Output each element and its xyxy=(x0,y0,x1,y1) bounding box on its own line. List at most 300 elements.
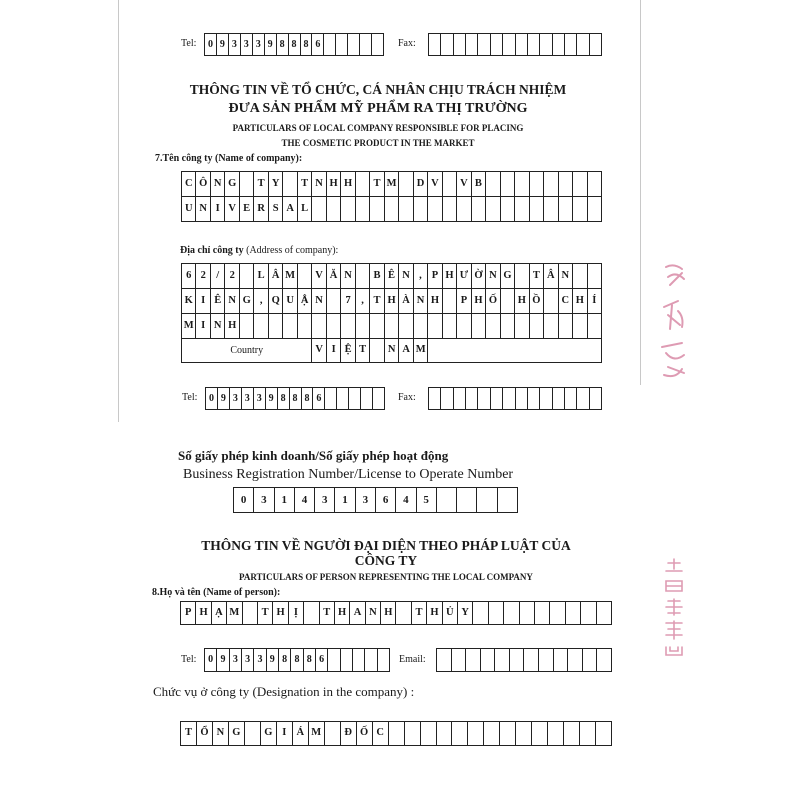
char-box xyxy=(572,197,586,221)
char-box xyxy=(497,488,517,512)
char-box: 3 xyxy=(241,649,253,671)
char-box xyxy=(519,602,534,624)
char-box xyxy=(465,34,477,55)
char-box xyxy=(327,649,339,671)
char-box: T xyxy=(369,289,383,313)
char-box: 6 xyxy=(186,269,192,281)
char-box xyxy=(558,172,572,196)
char-box: I xyxy=(195,289,209,313)
char-box xyxy=(398,197,412,221)
char-box: Y xyxy=(457,602,472,624)
char-box xyxy=(326,314,340,338)
char-box: 4 xyxy=(294,488,314,512)
char-box: H xyxy=(572,289,586,313)
designation-label: Chức vụ ở công ty (Designation in the company) : xyxy=(153,684,415,699)
char-box xyxy=(429,34,440,55)
char-box xyxy=(456,314,470,338)
char-box: Ô xyxy=(195,172,209,196)
char-box: Ê xyxy=(210,289,224,313)
fax-number-boxes xyxy=(428,33,602,56)
char-box: C xyxy=(558,289,572,313)
char-box: H xyxy=(334,602,349,624)
char-box xyxy=(355,172,369,196)
char-box: L xyxy=(297,197,311,221)
char-box: Ă xyxy=(326,264,340,288)
char-box xyxy=(395,602,410,624)
char-box: G xyxy=(500,264,514,288)
char-box xyxy=(549,602,564,624)
char-box xyxy=(472,602,487,624)
char-box: 2 xyxy=(224,264,238,288)
char-box: T xyxy=(297,172,311,196)
char-box xyxy=(442,314,456,338)
char-box: 3 xyxy=(253,388,265,409)
char-box: N xyxy=(224,289,238,313)
char-box: C xyxy=(184,177,193,189)
char-box xyxy=(359,34,371,55)
char-box xyxy=(567,649,582,671)
page-left-edge xyxy=(118,0,119,422)
tel-label: Tel: xyxy=(181,38,197,49)
char-box xyxy=(564,34,576,55)
char-box: U xyxy=(282,289,296,313)
license-label-vi: Số giấy phép kinh doanh/Số giấy phép hoạt động xyxy=(178,448,449,463)
company-heading-en-line2: THE COSMETIC PRODUCT IN THE MARKET xyxy=(281,138,475,148)
char-box xyxy=(453,388,465,409)
char-box xyxy=(503,602,518,624)
char-box xyxy=(355,264,369,288)
char-box xyxy=(552,34,564,55)
char-box: 3 xyxy=(355,488,375,512)
char-box xyxy=(523,649,538,671)
company-heading-en-line1: PARTICULARS OF LOCAL COMPANY RESPONSIBLE FOR PLACING xyxy=(232,123,524,133)
char-box xyxy=(529,314,543,338)
company-country-row xyxy=(181,338,602,363)
company-address-label-en: (Address of company): xyxy=(246,245,339,256)
char-box: Ổ xyxy=(196,722,212,745)
char-box xyxy=(500,314,514,338)
representative-heading-vi-line2: CÔNG TY xyxy=(354,553,418,568)
company-fax-label: Fax: xyxy=(398,392,416,403)
company-address-label xyxy=(180,245,338,257)
char-box xyxy=(440,388,452,409)
char-box xyxy=(531,722,547,745)
char-box xyxy=(515,34,527,55)
char-box xyxy=(534,602,549,624)
char-box: T xyxy=(253,172,267,196)
char-box xyxy=(326,197,340,221)
char-box xyxy=(253,314,267,338)
char-box xyxy=(404,722,420,745)
char-box: 0 xyxy=(240,493,247,506)
char-box: V xyxy=(456,172,470,196)
char-box xyxy=(239,314,253,338)
char-box: N xyxy=(210,314,224,338)
char-box xyxy=(303,602,318,624)
char-box: 7 xyxy=(340,289,354,313)
char-box: M xyxy=(282,264,296,288)
char-box: Ồ xyxy=(529,289,543,313)
char-box: A xyxy=(349,602,364,624)
char-box xyxy=(453,34,465,55)
char-box xyxy=(529,197,543,221)
char-box xyxy=(244,722,260,745)
char-box xyxy=(442,197,456,221)
char-box: 4 xyxy=(395,488,415,512)
char-box: D xyxy=(413,172,427,196)
char-box: 3 xyxy=(252,34,264,55)
page-right-edge xyxy=(640,0,641,385)
char-box: I xyxy=(210,197,224,221)
char-box xyxy=(527,388,539,409)
char-box: 6 xyxy=(312,388,324,409)
company-heading-vi-line1: THÔNG TIN VỀ TỔ CHỨC, CÁ NHÂN CHỊU TRÁCH NHIỆM xyxy=(189,82,567,97)
char-box xyxy=(465,388,477,409)
char-box: 8 xyxy=(303,649,315,671)
char-box: 1 xyxy=(334,488,354,512)
char-box: 5 xyxy=(416,488,436,512)
license-number-boxes xyxy=(233,487,518,513)
person-email-boxes xyxy=(436,648,612,672)
char-box xyxy=(576,388,588,409)
char-box xyxy=(485,197,499,221)
char-box xyxy=(500,197,514,221)
char-box: N xyxy=(212,722,228,745)
char-box: 8 xyxy=(289,388,301,409)
char-box xyxy=(480,649,495,671)
char-box xyxy=(335,34,347,55)
char-box: V xyxy=(224,197,238,221)
char-box: N xyxy=(398,264,412,288)
char-box xyxy=(436,722,452,745)
char-box: Y xyxy=(268,172,282,196)
char-box: H xyxy=(514,289,528,313)
char-box: Â xyxy=(543,264,557,288)
char-box xyxy=(324,388,336,409)
char-box: Ố xyxy=(485,289,499,313)
char-box xyxy=(485,172,499,196)
char-box xyxy=(398,314,412,338)
char-box: U xyxy=(184,202,193,214)
char-box xyxy=(485,314,499,338)
char-box xyxy=(547,722,563,745)
char-box: 9 xyxy=(265,388,277,409)
char-box: B xyxy=(471,172,485,196)
char-box xyxy=(355,197,369,221)
char-box xyxy=(442,289,456,313)
char-box xyxy=(326,289,340,313)
char-box: H xyxy=(442,264,456,288)
char-box xyxy=(239,264,253,288)
char-box: P xyxy=(184,606,192,618)
char-box xyxy=(456,197,470,221)
char-box: T xyxy=(184,727,192,739)
char-box: , xyxy=(413,264,427,288)
char-box: H xyxy=(195,602,210,624)
fax-label: Fax: xyxy=(398,38,416,49)
company-name-row-1 xyxy=(181,171,602,197)
char-box: Í xyxy=(587,289,601,313)
char-box: , xyxy=(253,289,267,313)
char-box xyxy=(477,34,489,55)
char-box: K xyxy=(184,294,193,306)
char-box: M xyxy=(308,722,324,745)
person-email-label: Email: xyxy=(399,654,426,665)
char-box: Á xyxy=(292,722,308,745)
person-tel-boxes xyxy=(204,648,390,672)
char-box: E xyxy=(239,197,253,221)
char-box: 6 xyxy=(375,488,395,512)
char-box xyxy=(360,388,372,409)
char-box: N xyxy=(413,289,427,313)
char-box xyxy=(543,289,557,313)
char-box: 0 xyxy=(208,654,214,665)
char-box xyxy=(543,197,557,221)
char-box xyxy=(572,172,586,196)
char-box xyxy=(297,314,311,338)
company-tel-boxes xyxy=(205,387,385,410)
char-box: I xyxy=(326,339,341,362)
char-box xyxy=(500,289,514,313)
char-box xyxy=(538,649,553,671)
char-box: M xyxy=(384,172,398,196)
char-box xyxy=(324,722,340,745)
company-heading-vi-line2: ĐƯA SẢN PHẨM MỸ PHẨM RA THỊ TRƯỜNG xyxy=(228,101,528,116)
char-box xyxy=(282,314,296,338)
char-box: Ậ xyxy=(297,289,311,313)
company-name-row-2 xyxy=(181,196,602,222)
char-box xyxy=(502,34,514,55)
char-box: 8 xyxy=(277,388,289,409)
char-box xyxy=(340,314,354,338)
char-box: Ạ xyxy=(211,602,226,624)
char-box xyxy=(500,172,514,196)
char-box: À xyxy=(398,289,412,313)
char-box xyxy=(352,649,364,671)
char-box xyxy=(499,722,515,745)
char-box xyxy=(476,488,496,512)
char-box: H xyxy=(272,602,287,624)
char-box: 0 xyxy=(207,38,213,50)
char-box xyxy=(348,388,360,409)
char-box xyxy=(311,197,325,221)
char-box: 3 xyxy=(229,388,241,409)
stamp-mark-lower xyxy=(650,555,695,660)
char-box: 2 xyxy=(195,264,209,288)
char-box xyxy=(595,722,611,745)
char-box: H xyxy=(380,602,395,624)
char-box xyxy=(488,602,503,624)
char-box xyxy=(451,722,467,745)
char-box xyxy=(582,649,597,671)
char-box xyxy=(514,197,528,221)
char-box: V xyxy=(311,264,325,288)
char-box xyxy=(377,649,389,671)
char-box xyxy=(413,314,427,338)
representative-heading-en: PARTICULARS OF PERSON REPRESENTING THE LOCAL COMPANY xyxy=(239,572,533,582)
char-box xyxy=(436,488,456,512)
char-box: Ê xyxy=(384,264,398,288)
char-box xyxy=(282,172,296,196)
char-box: I xyxy=(276,722,292,745)
char-box: 8 xyxy=(290,649,302,671)
char-box xyxy=(596,602,611,624)
char-box: C xyxy=(372,722,388,745)
char-box xyxy=(494,649,509,671)
char-box: T xyxy=(319,602,334,624)
person-name-label: 8.Họ và tên (Name of person): xyxy=(152,587,281,598)
company-address-row-2 xyxy=(181,288,602,314)
char-box xyxy=(268,314,282,338)
char-box xyxy=(539,34,551,55)
char-box xyxy=(420,722,436,745)
char-box: 1 xyxy=(274,488,294,512)
char-box xyxy=(483,722,499,745)
char-box: 8 xyxy=(276,34,288,55)
company-name-label: 7.Tên công ty (Name of company): xyxy=(155,153,303,164)
char-box xyxy=(336,388,348,409)
char-box: N xyxy=(485,264,499,288)
char-box xyxy=(369,339,384,362)
char-box: V xyxy=(315,344,323,356)
char-box: 9 xyxy=(216,649,228,671)
license-label-en: Business Registration Number/License to Operate Number xyxy=(183,467,514,482)
char-box: 3 xyxy=(229,649,241,671)
char-box xyxy=(587,172,601,196)
char-box xyxy=(580,602,595,624)
char-box: N xyxy=(340,264,354,288)
char-box: M xyxy=(226,602,241,624)
char-box: H xyxy=(426,602,441,624)
char-box xyxy=(587,197,601,221)
char-box: 6 xyxy=(315,649,327,671)
char-box: S xyxy=(268,197,282,221)
char-box: I xyxy=(195,314,209,338)
char-box xyxy=(242,602,257,624)
char-box: 9 xyxy=(216,34,228,55)
char-box: 8 xyxy=(288,34,300,55)
char-box: H xyxy=(471,289,485,313)
char-box xyxy=(587,314,601,338)
char-box xyxy=(552,388,564,409)
char-box: T xyxy=(257,602,272,624)
char-box: N xyxy=(365,602,380,624)
char-box: H xyxy=(340,172,354,196)
char-box: Ố xyxy=(356,722,372,745)
char-box xyxy=(297,264,311,288)
char-box: 9 xyxy=(264,34,276,55)
char-box: N xyxy=(195,197,209,221)
char-box xyxy=(371,34,383,55)
char-box: M xyxy=(413,339,428,362)
char-box: T xyxy=(369,172,383,196)
char-box: 8 xyxy=(300,34,312,55)
char-box xyxy=(529,172,543,196)
char-box: L xyxy=(253,264,267,288)
char-box xyxy=(384,197,398,221)
company-fax-boxes xyxy=(428,387,602,410)
char-box xyxy=(553,649,568,671)
country-label: Country xyxy=(182,339,312,362)
char-box: H xyxy=(384,289,398,313)
char-box xyxy=(576,34,588,55)
char-box: H xyxy=(326,172,340,196)
char-box xyxy=(579,722,595,745)
char-box: G xyxy=(224,172,238,196)
char-box xyxy=(451,649,466,671)
char-box xyxy=(514,172,528,196)
representative-heading-vi-line1: THÔNG TIN VỀ NGƯỜI ĐẠI DIỆN THEO PHÁP LUẬT CỦA xyxy=(201,538,571,553)
char-box: G xyxy=(260,722,276,745)
char-box xyxy=(427,314,441,338)
char-box xyxy=(514,314,528,338)
char-box xyxy=(369,197,383,221)
char-box xyxy=(572,264,586,288)
char-box xyxy=(515,722,531,745)
char-box: M xyxy=(183,319,194,331)
char-box xyxy=(563,722,579,745)
char-box: 9 xyxy=(217,388,229,409)
char-box xyxy=(589,388,601,409)
char-box: V xyxy=(427,172,441,196)
char-box: 3 xyxy=(314,488,334,512)
char-box: A xyxy=(282,197,296,221)
char-box xyxy=(364,649,376,671)
char-box: Ờ xyxy=(471,264,485,288)
char-box xyxy=(502,388,514,409)
person-tel-label: Tel: xyxy=(181,654,197,665)
char-box: P xyxy=(427,264,441,288)
char-box: 3 xyxy=(241,388,253,409)
char-box: , xyxy=(355,289,369,313)
char-box xyxy=(239,172,253,196)
char-box xyxy=(340,649,352,671)
char-box xyxy=(490,34,502,55)
char-box: / xyxy=(210,264,224,288)
char-box: G xyxy=(239,289,253,313)
char-box xyxy=(427,197,441,221)
char-box xyxy=(596,649,611,671)
char-box: R xyxy=(253,197,267,221)
char-box: 8 xyxy=(278,649,290,671)
char-box xyxy=(471,314,485,338)
char-box xyxy=(527,34,539,55)
company-address-label-vi: Địa chỉ công ty xyxy=(180,245,244,256)
char-box: Ủ xyxy=(442,602,457,624)
char-box xyxy=(477,388,489,409)
char-box xyxy=(490,388,502,409)
designation-boxes xyxy=(180,721,612,746)
char-box xyxy=(543,314,557,338)
char-box: G xyxy=(228,722,244,745)
company-address-row-1 xyxy=(181,263,602,289)
char-box xyxy=(372,388,384,409)
char-box: T xyxy=(411,602,426,624)
char-box xyxy=(558,314,572,338)
char-box xyxy=(323,34,335,55)
char-box xyxy=(429,388,440,409)
char-box: H xyxy=(427,289,441,313)
char-box xyxy=(398,172,412,196)
char-box xyxy=(456,488,476,512)
char-box xyxy=(539,388,551,409)
char-box xyxy=(340,197,354,221)
char-box: Ị xyxy=(288,602,303,624)
char-box xyxy=(440,34,452,55)
char-box xyxy=(388,722,404,745)
char-box: N xyxy=(558,264,572,288)
company-address-row-3 xyxy=(181,313,602,339)
